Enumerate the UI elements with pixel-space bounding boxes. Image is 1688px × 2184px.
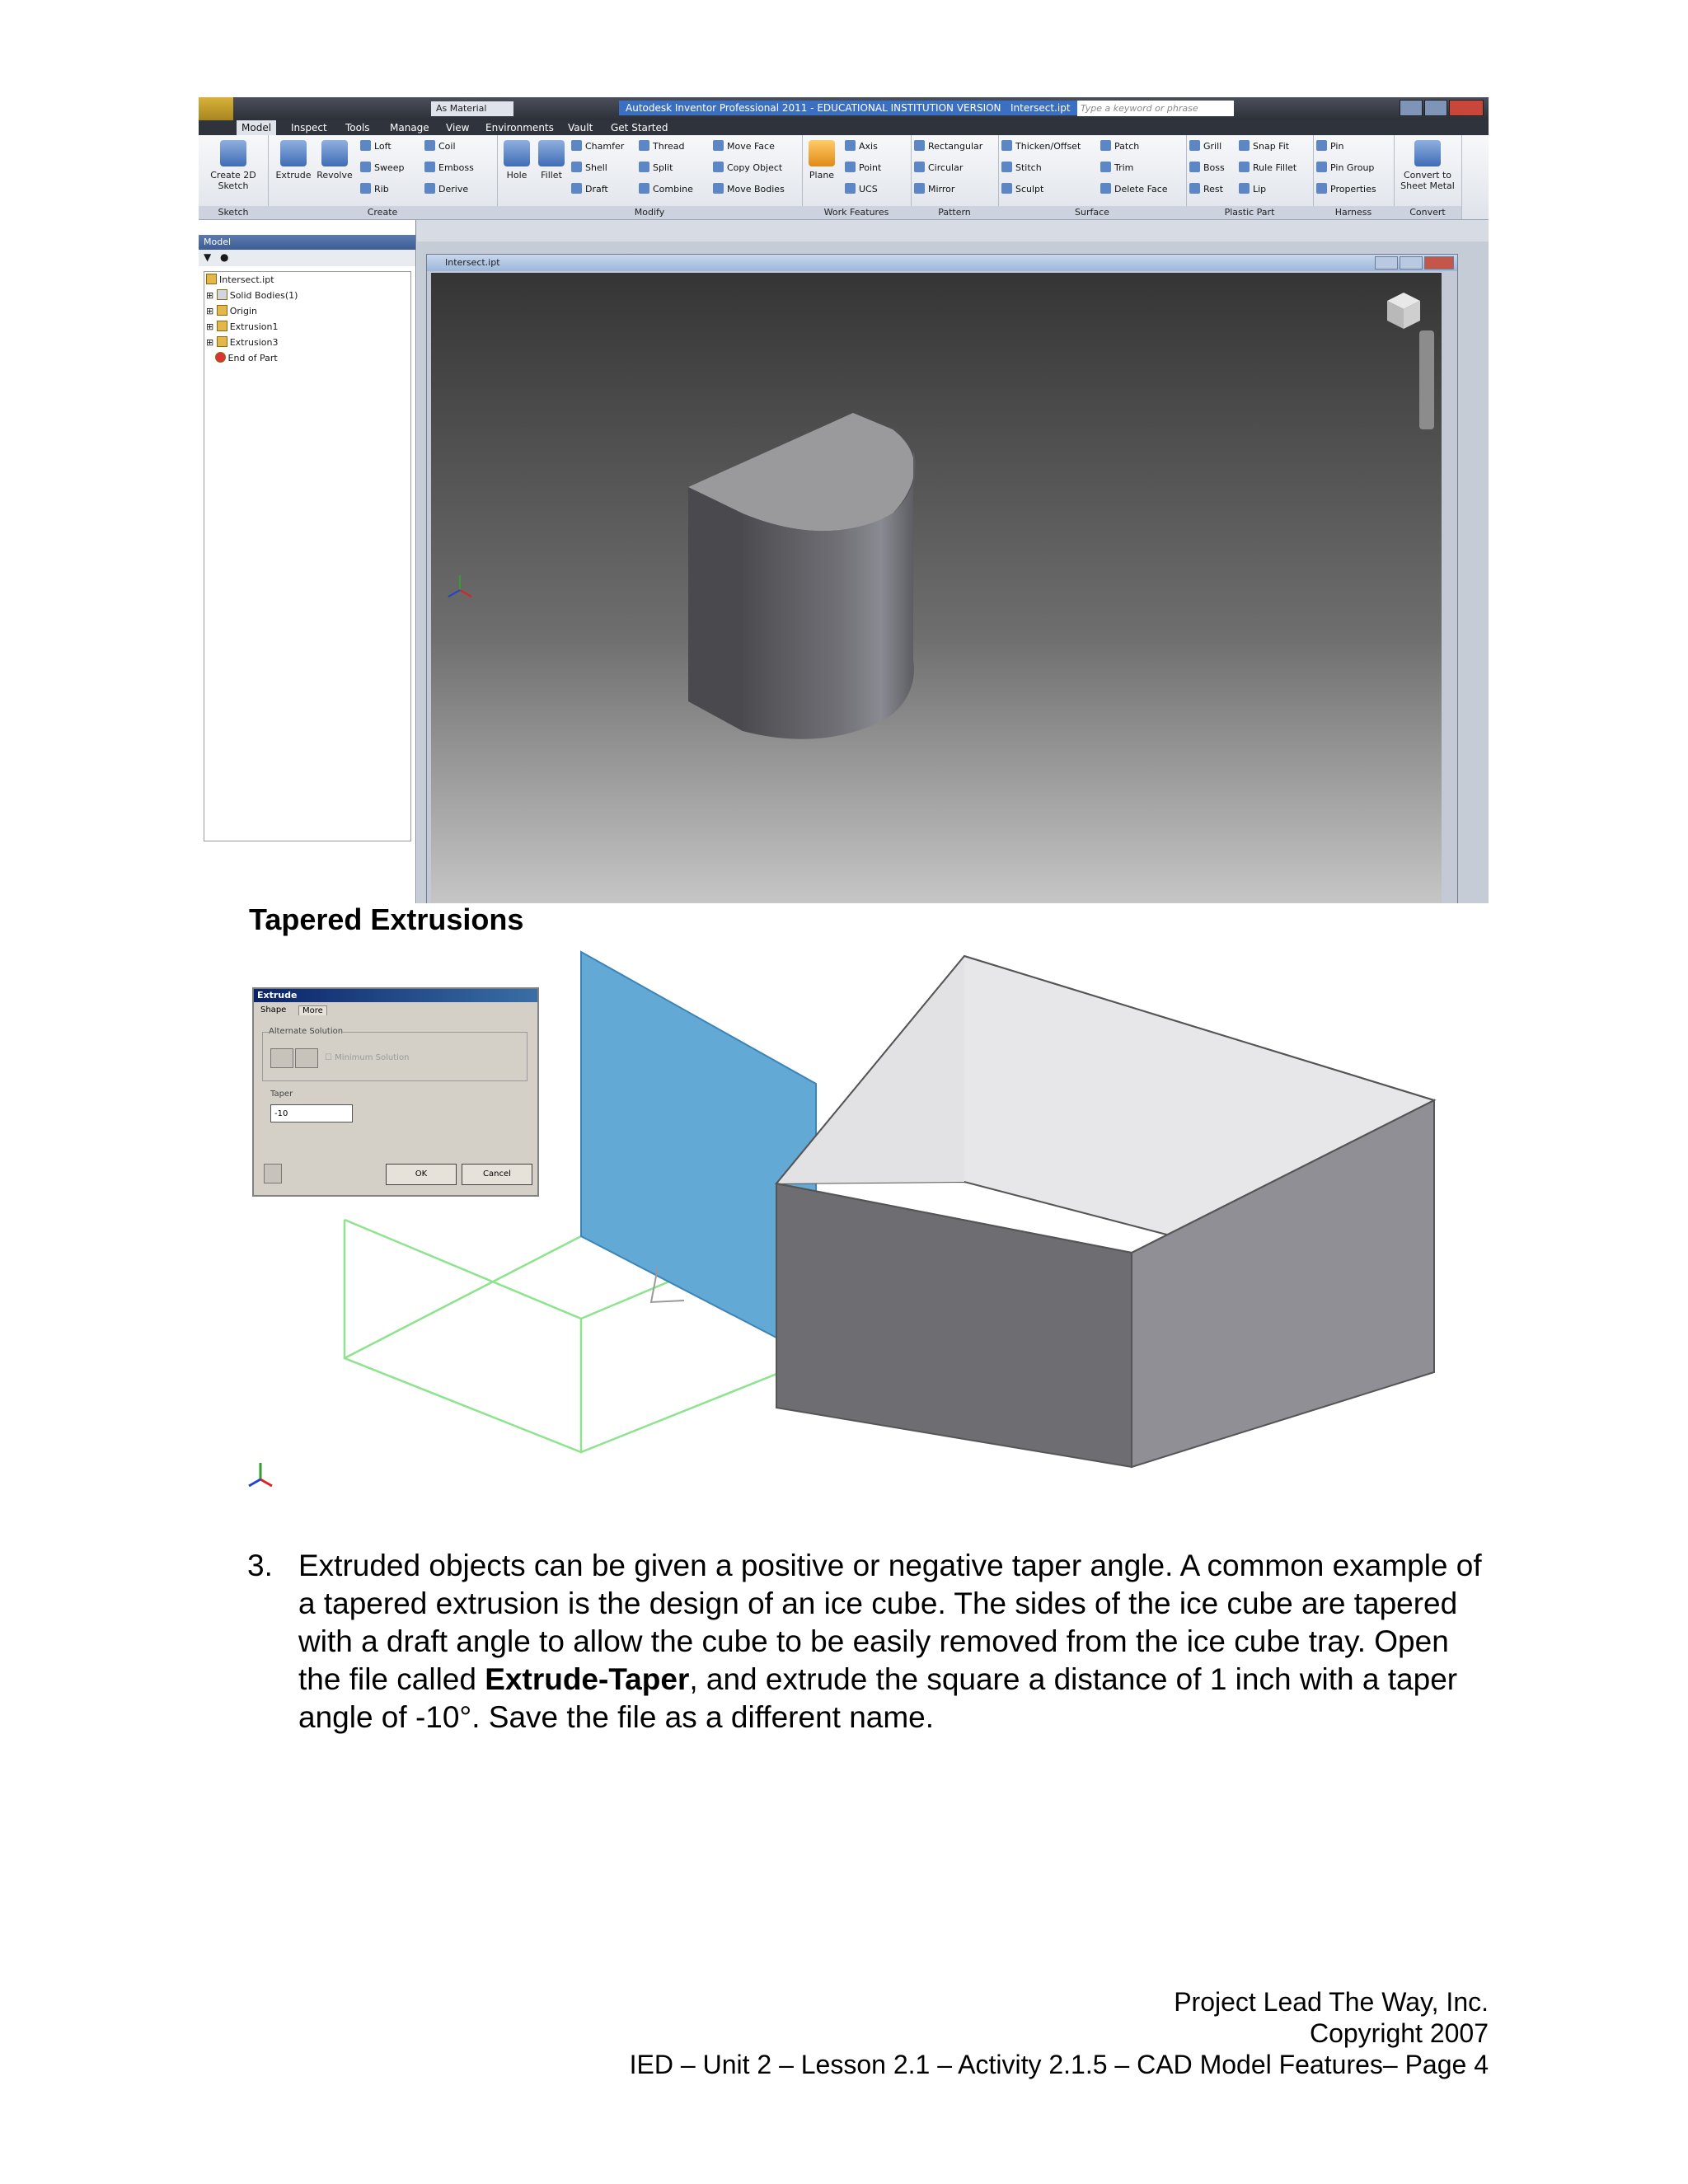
section-heading: Tapered Extrusions	[249, 902, 524, 936]
rib-button[interactable]: Rib	[360, 183, 389, 194]
group-label-sketch: Sketch	[199, 206, 268, 219]
document-window-controls	[1373, 256, 1454, 273]
fillet-button[interactable]: Fillet	[535, 140, 568, 180]
ucs-button[interactable]: UCS	[845, 183, 878, 194]
help-icon[interactable]	[264, 1164, 282, 1183]
tree-node-part[interactable]: Intersect.ipt	[206, 274, 274, 285]
dialog-tab-more[interactable]: More	[298, 1005, 327, 1015]
window-title	[619, 102, 1077, 114]
close-button[interactable]	[1449, 100, 1484, 116]
browser-toolbar	[199, 250, 415, 266]
boss-button[interactable]: Boss	[1189, 162, 1225, 173]
properties-button[interactable]: Properties	[1316, 183, 1376, 194]
revolve-button[interactable]: Revolve	[314, 140, 355, 180]
snap-fit-button[interactable]: Snap Fit	[1239, 140, 1289, 152]
tree-node-origin[interactable]: ⊞ Origin	[206, 306, 257, 316]
model-browser	[199, 220, 416, 903]
tab-tools[interactable]: Tools	[345, 122, 370, 134]
loft-button[interactable]: Loft	[360, 140, 392, 152]
tab-environments[interactable]: Environments	[485, 122, 554, 134]
tab-get-started[interactable]: Get Started	[611, 122, 668, 134]
part-left-face	[688, 487, 743, 731]
document-window-title: Intersect.ipt	[427, 255, 1457, 271]
filter-icon[interactable]: ▼	[204, 251, 212, 263]
plane-button[interactable]: Plane	[805, 140, 838, 180]
tab-view[interactable]: View	[446, 122, 470, 134]
navigation-bar[interactable]	[1419, 330, 1434, 429]
chamfer-button[interactable]: Chamfer	[571, 140, 624, 152]
minimize-button[interactable]	[1400, 100, 1423, 116]
dialog-title: Extrude	[254, 989, 537, 1002]
alternate-solution-label: Alternate Solution	[269, 1027, 344, 1036]
ribbon-tabs	[199, 120, 1489, 135]
group-label-plastic-part: Plastic Part	[1186, 206, 1313, 219]
cancel-button[interactable]: Cancel	[462, 1164, 532, 1185]
help-search-input[interactable]: Type a keyword or phrase	[1077, 101, 1234, 116]
tree-node-solid-bodies[interactable]: ⊞ Solid Bodies(1)	[206, 290, 298, 301]
group-label-work-features: Work Features	[802, 206, 911, 219]
alt-solution-button-1[interactable]	[270, 1048, 293, 1068]
inventor-screenshot	[199, 97, 1489, 903]
rest-button[interactable]: Rest	[1189, 183, 1223, 194]
footer-copyright: Copyright 2007	[1309, 2018, 1489, 2048]
view-cube[interactable]	[1387, 293, 1420, 329]
group-label-harness: Harness	[1313, 206, 1394, 219]
emboss-button[interactable]: Emboss	[424, 162, 474, 173]
group-harness	[1313, 135, 1395, 219]
browser-tree	[204, 271, 411, 841]
footer-organization: Project Lead The Way, Inc.	[1174, 1987, 1489, 2017]
title-app: Autodesk Inventor Professional 2011 - EDUCATIONAL INSTITUTION VERSION	[626, 102, 1001, 114]
footer-page-info: IED – Unit 2 – Lesson 2.1 – Activity 2.1.5 – CAD Model Features– Page 4	[629, 2050, 1489, 2079]
extrude-dialog	[252, 987, 539, 1197]
convert-sheet-metal-button[interactable]: Convert to Sheet Metal	[1397, 140, 1458, 191]
draft-button[interactable]: Draft	[571, 183, 608, 194]
trim-button[interactable]: Trim	[1100, 162, 1133, 173]
sculpt-button[interactable]: Sculpt	[1001, 183, 1043, 194]
group-convert	[1394, 135, 1462, 219]
group-label-modify: Modify	[497, 206, 802, 219]
intersect-part-model	[431, 273, 1442, 903]
stitch-button[interactable]: Stitch	[1001, 162, 1042, 173]
graphics-viewport[interactable]	[431, 273, 1442, 903]
pin-button[interactable]: Pin	[1316, 140, 1343, 152]
rule-fillet-button[interactable]: Rule Fillet	[1239, 162, 1296, 173]
minimum-solution-checkbox[interactable]: ☐ Minimum Solution	[325, 1053, 410, 1062]
tab-inspect[interactable]: Inspect	[291, 122, 327, 134]
patch-button[interactable]: Patch	[1100, 140, 1139, 152]
doc-minimize-button[interactable]	[1375, 256, 1398, 269]
document-window	[426, 254, 1458, 903]
group-create	[268, 135, 498, 219]
tab-model[interactable]: Model	[237, 120, 276, 135]
ok-button[interactable]: OK	[386, 1164, 457, 1185]
grill-button[interactable]: Grill	[1189, 140, 1221, 152]
tree-node-extrusion1[interactable]: ⊞ Extrusion1	[206, 321, 279, 332]
taper-input[interactable]: -10	[270, 1104, 353, 1122]
group-plastic-part	[1186, 135, 1314, 219]
point-button[interactable]: Point	[845, 162, 881, 173]
material-dropdown[interactable]: As Material	[431, 101, 513, 116]
maximize-button[interactable]	[1424, 100, 1447, 116]
sweep-button[interactable]: Sweep	[360, 162, 405, 173]
browser-header[interactable]: Model	[199, 235, 415, 250]
thicken-offset-button[interactable]: Thicken/Offset	[1001, 140, 1081, 152]
coil-button[interactable]: Coil	[424, 140, 456, 152]
group-label-pattern: Pattern	[911, 206, 998, 219]
shell-button[interactable]: Shell	[571, 162, 607, 173]
group-pattern	[911, 135, 999, 219]
group-surface	[998, 135, 1187, 219]
ribbon-panel	[199, 135, 1489, 220]
dialog-tab-shape[interactable]: Shape	[260, 1005, 287, 1015]
doc-close-button[interactable]	[1424, 256, 1454, 269]
doc-restore-button[interactable]	[1400, 256, 1423, 269]
alt-solution-button-2[interactable]	[295, 1048, 318, 1068]
group-modify	[497, 135, 803, 219]
group-label-surface: Surface	[998, 206, 1186, 219]
tree-node-end-of-part[interactable]: End of Part	[206, 352, 278, 363]
taper-label: Taper	[270, 1090, 293, 1099]
group-label-create: Create	[268, 206, 497, 219]
tree-node-extrusion3[interactable]: ⊞ Extrusion3	[206, 337, 279, 348]
page-footer	[630, 1986, 1489, 2080]
group-sketch	[199, 135, 269, 219]
extrude-button[interactable]: Extrude	[273, 140, 314, 180]
group-label-convert: Convert	[1394, 206, 1461, 219]
find-icon[interactable]: ●	[220, 251, 229, 263]
step-text: Extruded objects can be given a positive or negative taper angle. A common example of a tapered extrusion is the design of an ice cube. The sides of the ice cube are tapered with a draft angle to allow the cube to be easily removed from the ice cube tray. Open the file called Extrude-Taper, and extrude the square a distance of 1 inch with a taper angle of -10°. Save the file as a different name.	[298, 1549, 1482, 1734]
axis-button[interactable]: Axis	[845, 140, 878, 152]
move-face-button[interactable]: Move Face	[713, 140, 775, 152]
create-2d-sketch-button[interactable]: Create 2D Sketch	[207, 140, 260, 191]
file-name-extrude-taper: Extrude-Taper	[485, 1662, 690, 1696]
window-controls	[1398, 100, 1484, 120]
title-file: Intersect.ipt	[1010, 102, 1071, 114]
lip-button[interactable]: Lip	[1239, 183, 1266, 194]
tab-manage[interactable]: Manage	[390, 122, 429, 134]
split-button[interactable]: Split	[639, 162, 673, 173]
move-bodies-button[interactable]: Move Bodies	[713, 183, 785, 194]
pin-group-button[interactable]: Pin Group	[1316, 162, 1374, 173]
axis-triad-icon-2	[249, 1463, 272, 1486]
copy-object-button[interactable]: Copy Object	[713, 162, 782, 173]
rectangular-pattern-button[interactable]: Rectangular	[914, 140, 982, 152]
thread-button[interactable]: Thread	[639, 140, 684, 152]
hole-button[interactable]: Hole	[500, 140, 533, 180]
solid-left-face	[776, 1183, 1132, 1467]
inventor-titlebar	[199, 97, 1489, 120]
derive-button[interactable]: Derive	[424, 183, 468, 194]
combine-button[interactable]: Combine	[639, 183, 693, 194]
mirror-button[interactable]: Mirror	[914, 183, 954, 194]
axis-triad-icon	[448, 575, 471, 597]
circular-pattern-button[interactable]: Circular	[914, 162, 963, 173]
step-number: 3.	[247, 1549, 273, 1582]
delete-face-button[interactable]: Delete Face	[1100, 183, 1168, 194]
group-work-features	[802, 135, 912, 219]
tab-vault[interactable]: Vault	[568, 122, 593, 134]
